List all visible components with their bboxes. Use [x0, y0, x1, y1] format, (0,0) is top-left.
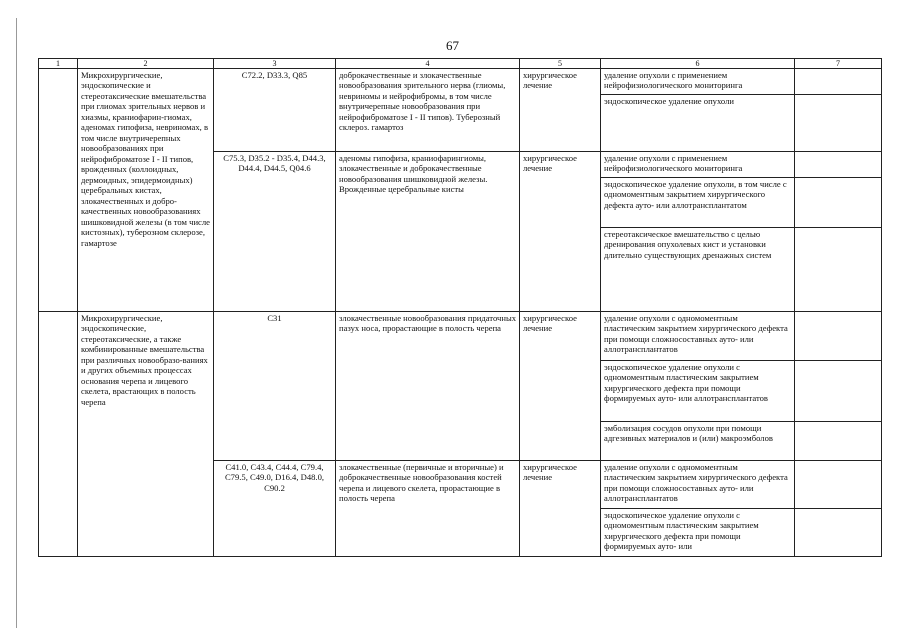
table-row: [39, 312, 882, 361]
method-cell: эндоскопическое удаление опухоли, в том числе с одномоментным закрытием хирургического дефекта ауто- или аллотрансплантатом: [601, 178, 795, 228]
diagnosis-cell: злокачественные новообразования придаточных пазух носа, прорастающие в полость черепа: [336, 312, 520, 461]
intervention-type-cell: Микрохирургические, эндоскопические и стереотаксические вмешательства при глиомах зрительных нервов и хиазмы, краниофарин-гиомах, аденомах гипофиза, невриномах, в том числе внутричерепных новообразованиях при нейрофиброматозе I - II типов, врожденных (коллоидных, дермоидных, эпидермоидных) церебральных кистах, злокачественных и добро-качественных новообразованиях шишковидной железы (в том числе кистозных), туберозном склерозе, гамартозе: [78, 69, 214, 312]
method-cell: удаление опухоли с применением нейрофизиологического мониторинга: [601, 69, 795, 95]
method-cell: стереотаксическое вмешательство с целью дренирования опухолевых кист и установки длительно существующих дренажных систем: [601, 228, 795, 312]
method-cell: эндоскопическое удаление опухоли с одномоментным пластическим закрытием хирургического дефекта при помощи формируемых ауто- или: [601, 509, 795, 557]
column-header: 1: [39, 59, 78, 69]
column-header: 2: [78, 59, 214, 69]
column-header: 4: [336, 59, 520, 69]
icd-codes-cell: C41.0, C43.4, C44.4, C79.4, C79.5, C49.0, D16.4, D48.0, C90.2: [214, 461, 336, 557]
column-header: 5: [520, 59, 601, 69]
diagnosis-cell: злокачественные (первичные и вторичные) и доброкачественные новообразования костей черепа и лицевого скелета, прорастающие в полость черепа: [336, 461, 520, 557]
method-cell: удаление опухоли с одномоментным пластическим закрытием хирургического дефекта при помощи сложносоставных ауто- или аллотрансплантатов: [601, 312, 795, 361]
treatment-type-cell: хирургическое лечение: [520, 69, 601, 152]
page-margin-line: [16, 18, 17, 628]
icd-codes-cell: C72.2, D33.3, Q85: [214, 69, 336, 152]
icd-codes-cell: C75.3, D35.2 - D35.4, D44.3, D44.4, D44.5, Q04.6: [214, 152, 336, 312]
column-header: 6: [601, 59, 795, 69]
diagnosis-cell: доброкачественные и злокачественные новообразования зрительного нерва (глиомы, невриномы и нейрофибромы, в том числе внутричерепные новообразования при нейрофиброматозе I - II типов). Туберозный склероз. гамартоз: [336, 69, 520, 152]
diagnosis-cell: аденомы гипофиза, краниофарингиомы, злокачественные и доброкачественные новообразования шишковидной железы. Врожденные церебральные кисты: [336, 152, 520, 312]
method-cell: удаление опухоли с применением нейрофизиологического мониторинга: [601, 152, 795, 178]
table-row: [39, 69, 882, 95]
column-number-row: [39, 59, 882, 69]
column-header: 7: [795, 59, 882, 69]
cell-empty: [795, 509, 882, 557]
cell-empty: [795, 69, 882, 95]
treatment-type-cell: хирургическое лечение: [520, 461, 601, 557]
treatment-type-cell: хирургическое лечение: [520, 152, 601, 312]
cell-empty: [795, 422, 882, 461]
method-cell: удаление опухоли с одномоментным пластическим закрытием хирургического дефекта при помощи сложносоставных ауто- или аллотрансплантатов: [601, 461, 795, 509]
cell-empty: [795, 228, 882, 312]
cell-number: [39, 69, 78, 312]
cell-number: [39, 312, 78, 557]
method-cell: эндоскопическое удаление опухоли: [601, 95, 795, 152]
intervention-type-cell: Микрохирургические, эндоскопические, стереотаксические, а также комбинированные вмешательства при различных новообразо-ваниях и других объемных процессах основания черепа и лицевого скелета, врастающих в полость черепа: [78, 312, 214, 557]
method-cell: эмболизация сосудов опухоли при помощи адгезивных материалов и (или) макроэмболов: [601, 422, 795, 461]
method-cell: эндоскопическое удаление опухоли с одномоментным пластическим закрытием хирургического дефекта при помощи формируемых ауто- или аллотрансплантатов: [601, 361, 795, 422]
column-header: 3: [214, 59, 336, 69]
cell-empty: [795, 178, 882, 228]
cell-empty: [795, 461, 882, 509]
treatment-table: [38, 58, 882, 557]
cell-empty: [795, 95, 882, 152]
icd-codes-cell: C31: [214, 312, 336, 461]
cell-empty: [795, 361, 882, 422]
cell-empty: [795, 312, 882, 361]
treatment-type-cell: хирургическое лечение: [520, 312, 601, 461]
cell-empty: [795, 152, 882, 178]
page-number: 67: [446, 38, 459, 53]
